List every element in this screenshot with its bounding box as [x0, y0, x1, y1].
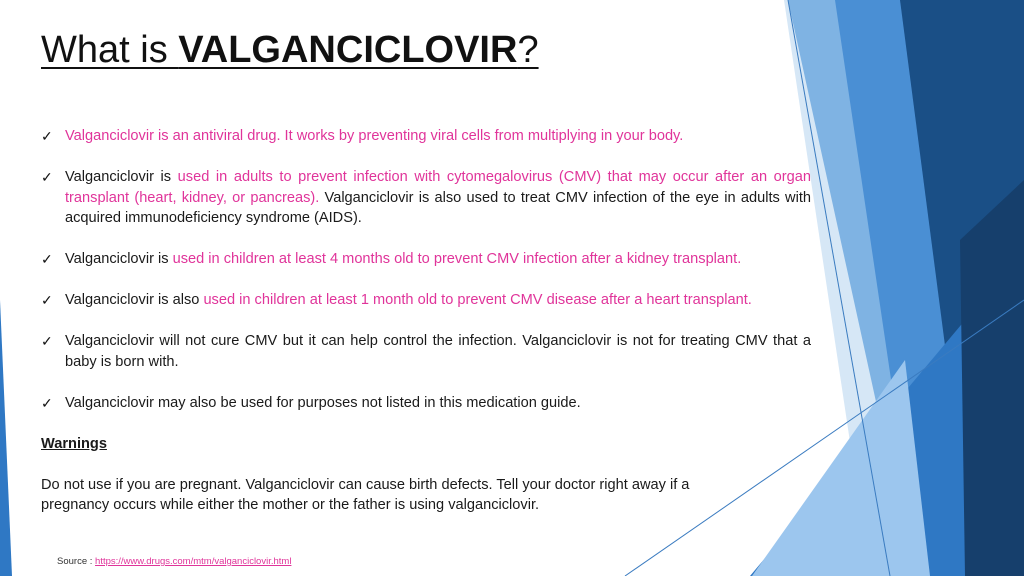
title-emphasis: VALGANCICLOVIR	[178, 29, 518, 71]
page-title	[41, 26, 539, 74]
source-label: Source :	[57, 556, 96, 567]
bullet-text: Valganciclovir may also be used for purposes not listed in this medication guide.	[65, 394, 581, 411]
deco-left-edge-strip	[0, 300, 12, 576]
bullet-text-highlight: used in children at least 1 month old to prevent CMV disease after a heart transplant.	[203, 292, 752, 308]
title-suffix: ?	[517, 29, 539, 71]
bullet-item	[41, 167, 811, 229]
checkmark-icon: ✓	[41, 169, 53, 185]
bullet-text-highlight: used in children at least 4 months old to prevent CMV infection after a kidney transplant.	[172, 251, 742, 267]
bullet-list	[41, 126, 811, 413]
source-citation	[57, 556, 291, 567]
bullet-item	[41, 331, 811, 372]
bullet-text: Valganciclovir will not cure CMV but it can help control the infection. Valganciclovir is not for treating CMV that a baby is born with.	[65, 333, 811, 370]
bullet-text-highlight: used in adults to prevent infection with cytomegalovirus (CMV) that may occur after an organ transplant (heart, kidney, or pancreas).	[65, 169, 811, 206]
bullet-text: Valganciclovir is also used to treat CMV infection of the eye in adults with acquired immunodeficiency syndrome (AIDS).	[65, 189, 811, 226]
bullet-text-highlight: Valganciclovir is an antiviral drug. It works by preventing viral cells from multiplying in your body.	[65, 128, 684, 144]
warnings-heading: Warnings	[41, 435, 107, 452]
bullet-item	[41, 249, 811, 270]
checkmark-icon: ✓	[41, 292, 53, 308]
source-link[interactable]: https://www.drugs.com/mtm/valganciclovir.html	[95, 556, 292, 567]
title-prefix: What is	[41, 29, 179, 71]
bullet-item	[41, 393, 811, 414]
bullet-item	[41, 290, 811, 311]
bullet-text: Valganciclovir is	[65, 169, 178, 185]
slide-content	[41, 126, 811, 516]
bullet-text: Valganciclovir is also	[65, 292, 204, 308]
warnings-text: Do not use if you are pregnant. Valganciclovir can cause birth defects. Tell your doctor right away if a pregnancy occurs while either the mother or the father is using valganciclovir.	[41, 476, 690, 513]
bullet-item	[41, 126, 811, 147]
checkmark-icon: ✓	[41, 128, 53, 144]
bullet-text: Valganciclovir is	[65, 251, 173, 267]
checkmark-icon: ✓	[41, 251, 53, 267]
checkmark-icon: ✓	[41, 333, 53, 349]
checkmark-icon: ✓	[41, 394, 53, 411]
deco-right-dark-strip	[960, 180, 1024, 576]
